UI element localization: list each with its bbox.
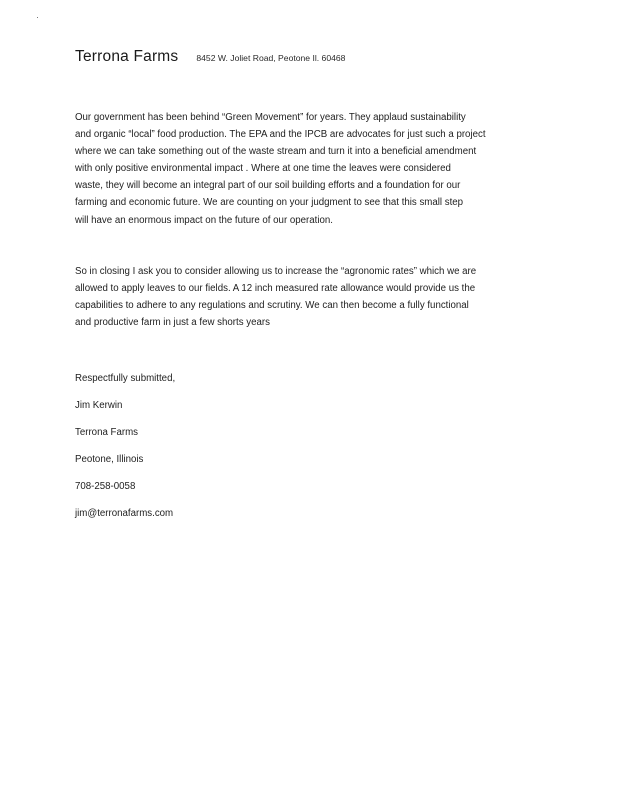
paragraph-line: Our government has been behind “Green Movement” for years. They applaud sustainability <box>75 112 466 123</box>
signature-phone: 708-258-0058 <box>75 481 136 492</box>
signature-closing: Respectfully submitted, <box>75 373 176 384</box>
body-paragraph-2 <box>75 263 555 331</box>
paragraph-line: will have an enormous impact on the future of our operation. <box>75 214 333 226</box>
signature-name: Jim Kerwin <box>75 400 123 411</box>
letterhead <box>75 48 345 66</box>
paragraph-line: and organic “local” food production. The EPA and the IPCB are advocates for just such a project <box>75 129 486 141</box>
company-name: Terrona Farms <box>75 48 179 65</box>
body-paragraph-1 <box>75 109 555 229</box>
scan-speck <box>37 17 38 18</box>
signature-email: jim@terronafarms.com <box>75 508 174 519</box>
paragraph-line: farming and economic future. We are counting on your judgment to see that this small step <box>75 197 464 209</box>
company-address: 8452 W. Joliet Road, Peotone Il. 60468 <box>196 53 346 63</box>
paragraph-line: allowed to apply leaves to our fields. A 12 inch measured rate allowance would provide us the <box>75 283 476 295</box>
paragraph-line: with only positive environmental impact . Where at one time the leaves were considered <box>75 163 451 175</box>
paragraph-line: capabilities to adhere to any regulations and scrutiny. We can then become a fully functional <box>75 300 469 312</box>
paragraph-line: So in closing I ask you to consider allowing us to increase the “agronomic rates” which we are <box>75 266 477 277</box>
paragraph-line: and productive farm in just a few shorts years <box>75 317 270 329</box>
paragraph-line: where we can take something out of the waste stream and turn it into a beneficial amendment <box>75 146 477 158</box>
signature-company: Terrona Farms <box>75 427 138 438</box>
paragraph-line: waste, they will become an integral part of our soil building efforts and a foundation for our <box>75 180 461 192</box>
signature-city: Peotone, Illinois <box>75 454 144 465</box>
